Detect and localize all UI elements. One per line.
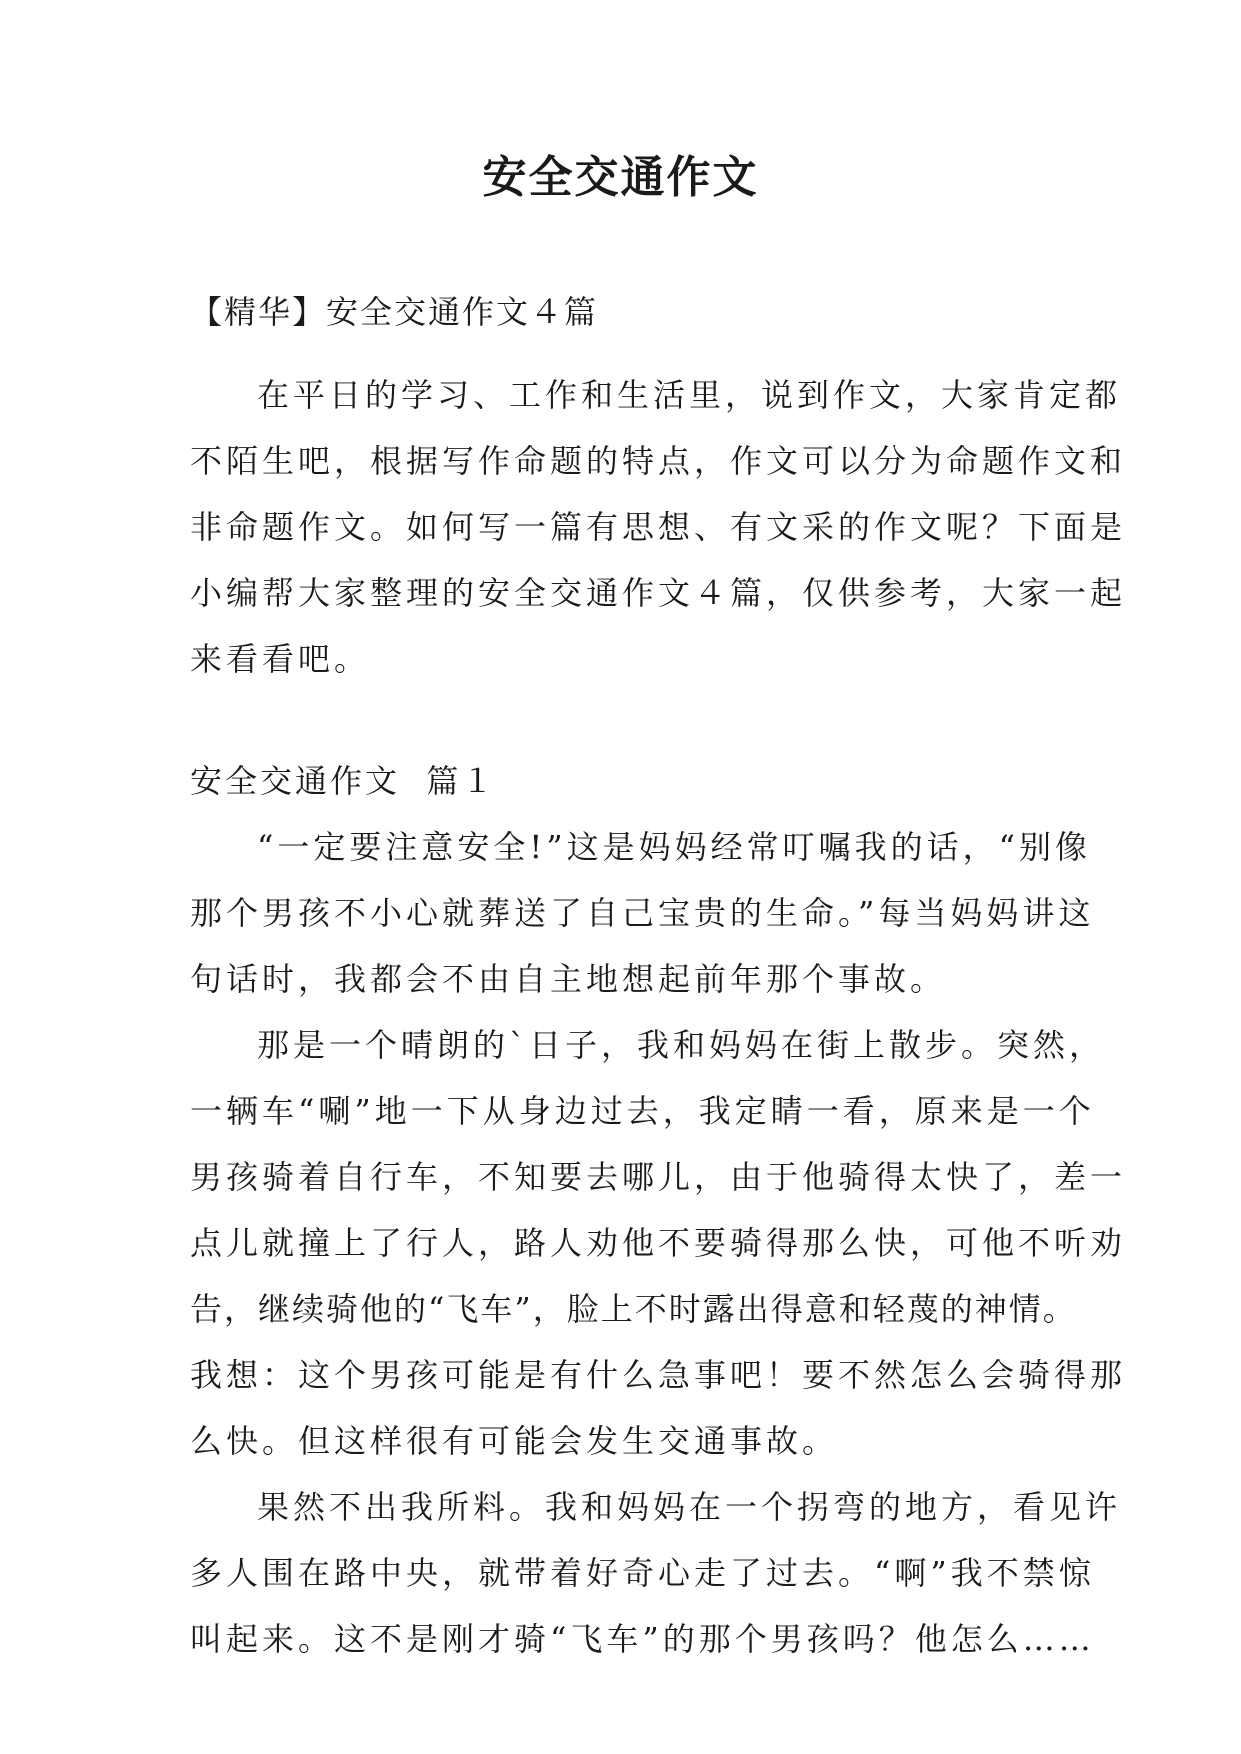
- body-line: 我想：这个男孩可能是有什么急事吧！要不然怎么会骑得那: [190, 1356, 1127, 1394]
- body-line: 告，继续骑他的“飞车”，脸上不时露出得意和轻蔑的神情。: [190, 1290, 1077, 1328]
- body-line: 句话时，我都会不由自主地想起前年那个事故。: [190, 960, 947, 998]
- body-line: 果然不出我所料。我和妈妈在一个拐弯的地方，看见许: [257, 1488, 1122, 1526]
- body-line: 那个男孩不小心就葬送了自己宝贵的生命。”每当妈妈讲这: [190, 894, 1095, 932]
- body-line: 一辆车“唰”地一下从身边过去，我定睛一看，原来是一个: [190, 1092, 1095, 1130]
- intro-line: 非命题作文。如何写一篇有思想、有文采的作文呢？下面是: [190, 508, 1127, 546]
- body-line: 那是一个晴朗的`日子，我和妈妈在街上散步。突然，: [257, 1026, 1106, 1064]
- section-heading: 安全交通作文 篇１: [190, 762, 497, 800]
- body-line: 男孩骑着自行车，不知要去哪儿，由于他骑得太快了，差一: [190, 1158, 1127, 1196]
- body-line: “一定要注意安全!”这是妈妈经常叮嘱我的话，“别像: [257, 828, 1091, 866]
- document-title: 安全交通作文: [482, 152, 759, 203]
- body-line: 点儿就撞上了行人，路人劝他不要骑得那么快，可他不听劝: [190, 1224, 1127, 1262]
- document-subtitle: 【精华】安全交通作文４篇: [190, 293, 599, 331]
- intro-line: 小编帮大家整理的安全交通作文４篇，仅供参考，大家一起: [190, 574, 1127, 612]
- intro-line: 来看看吧。: [190, 640, 371, 678]
- body-line: 么快。但这样很有可能会发生交通事故。: [190, 1422, 839, 1460]
- intro-line: 不陌生吧，根据写作命题的特点，作文可以分为命题作文和: [190, 442, 1127, 480]
- body-line: 叫起来。这不是刚才骑“飞车”的那个男孩吗？他怎么……: [190, 1620, 1095, 1658]
- body-line: 多人围在路中央，就带着好奇心走了过去。“啊”我不禁惊: [190, 1554, 1095, 1592]
- intro-line: 在平日的学习、工作和生活里，说到作文，大家肯定都: [257, 376, 1122, 414]
